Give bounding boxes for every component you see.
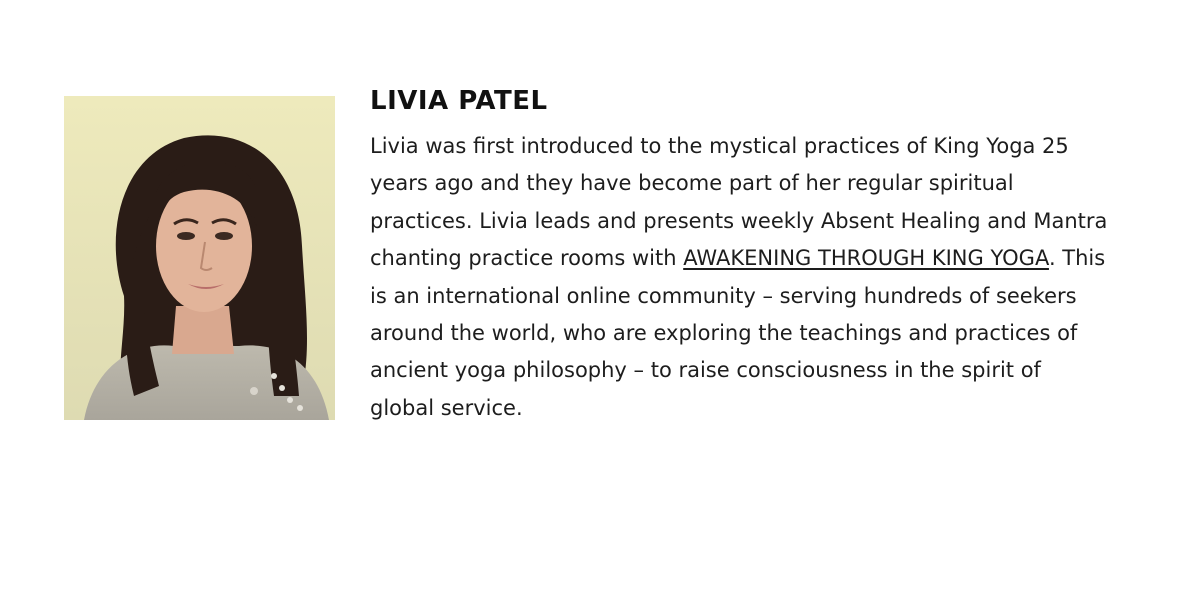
person-name: LIVIA PATEL <box>370 86 548 116</box>
portrait-photo-icon <box>64 96 335 420</box>
bio-text <box>370 128 1110 427</box>
bio-text-end: . This is an international online community – serving hundreds of seekers around the world, who are exploring the teachings and practices of ancient yoga philosophy – to raise consciousness in the spirit of global service. <box>370 246 1106 420</box>
bio-text-start: Livia was first introduced to the mystical practices of King Yoga 25 years ago and they have become part of her regular spiritual practices. Livia leads and presents weekly Absent Healing and Mantra chanting practice rooms with <box>370 134 1108 271</box>
profile-photo <box>64 96 335 420</box>
awakening-through-king-yoga-link[interactable]: AWAKENING THROUGH KING YOGA <box>683 246 1049 271</box>
bio-section <box>370 84 1130 427</box>
